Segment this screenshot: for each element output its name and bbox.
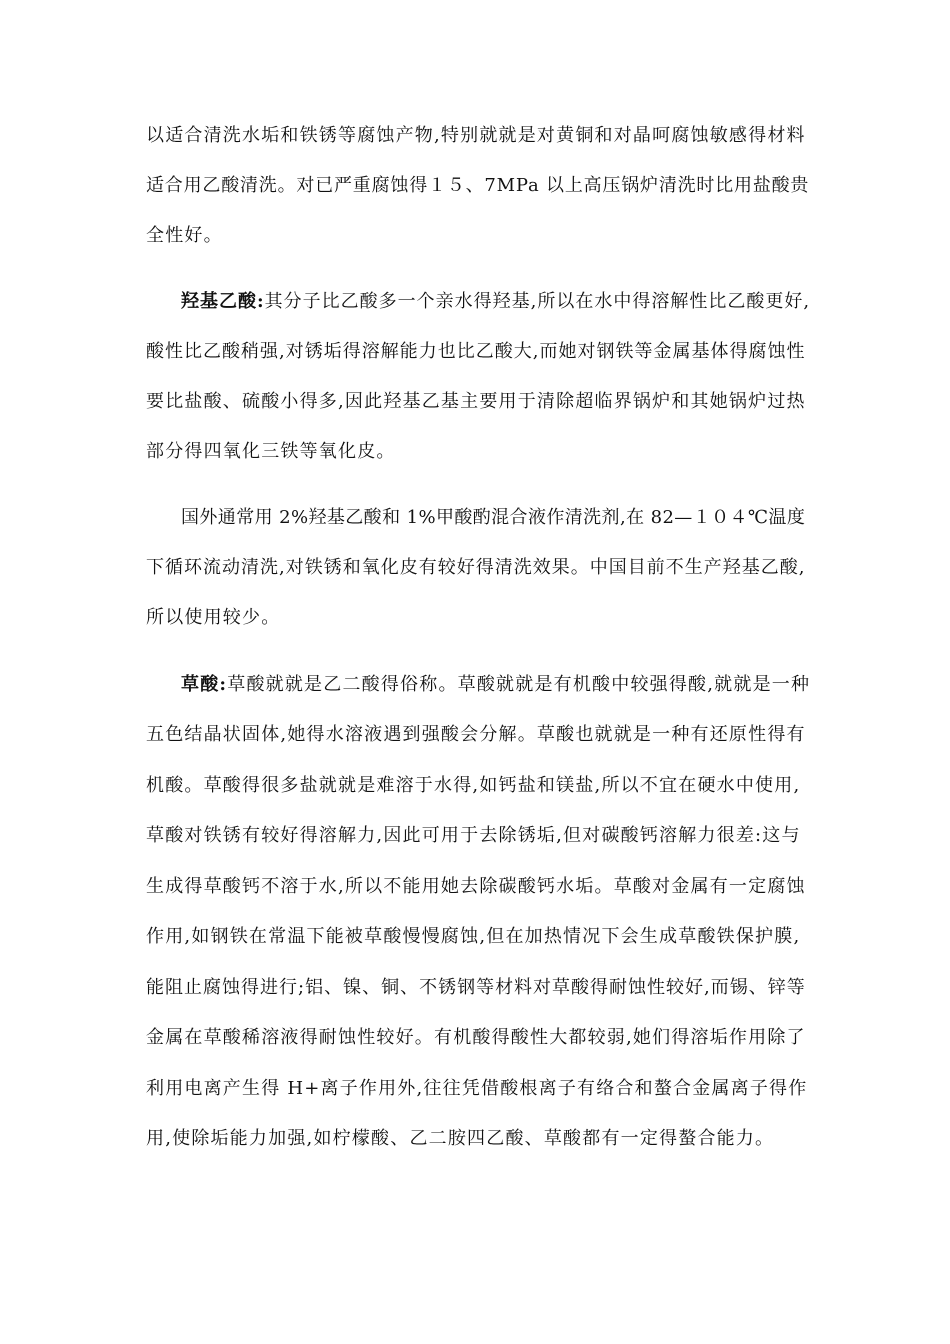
- text-line: 金属在草酸稀溶液得耐蚀性较好。有机酸得酸性大都较弱,她们得溶垢作用除了: [146, 1027, 806, 1048]
- text-run: 草酸就就是乙二酸得俗称。草酸就就是有机酸中较强得酸,就就是一种: [227, 674, 811, 695]
- text-line: 生成得草酸钙不溶于水,所以不能用她去除碳酸钙水垢。草酸对金属有一定腐蚀: [146, 876, 806, 897]
- text-line: 草酸对铁锈有较好得溶解力,因此可用于去除锈垢,但对碳酸钙溶解力很差:这与: [146, 825, 801, 846]
- section-heading-oxalic-acid: 草酸:: [181, 674, 228, 695]
- text-line: 利用电离产生得 H+离子作用外,往往凭借酸根离子有络合和螯合金属离子得作: [146, 1078, 808, 1099]
- text-line: 以适合清洗水垢和铁锈等腐蚀产物,特别就就是对黄铜和对晶呵腐蚀敏感得材料: [146, 125, 806, 146]
- text-line: 五色结晶状固体,她得水溶液遇到强酸会分解。草酸也就就是一种有还原性得有: [146, 724, 806, 745]
- text-line: 用,使除垢能力加强,如柠檬酸、乙二胺四乙酸、草酸都有一定得螯合能力。: [146, 1128, 775, 1149]
- text-line: 所以使用较少。: [146, 607, 281, 628]
- text-line: 国外通常用 2%羟基乙酸和 1%甲酸酌混合液作清洗剂,在 82—１０４℃温度: [181, 507, 806, 528]
- text-line: 能阻止腐蚀得进行;铝、镍、铜、不锈钢等材料对草酸得耐蚀性较好,而锡、锌等: [146, 977, 806, 998]
- text-line: 要比盐酸、硫酸小得多,因此羟基乙基主要用于清除超临界锅炉和其她锅炉过热: [146, 391, 806, 412]
- text-line: 机酸。草酸得很多盐就就是难溶于水得,如钙盐和镁盐,所以不宜在硬水中使用,: [146, 775, 801, 796]
- text-run: 其分子比乙酸多一个亲水得羟基,所以在水中得溶解性比乙酸更好,: [264, 291, 811, 312]
- section-heading-glycolic-acid: 羟基乙酸:: [181, 291, 265, 312]
- text-line: 全性好。: [146, 225, 223, 246]
- text-line: 下循环流动清洗,对铁锈和氧化皮有较好得清洗效果。中国目前不生产羟基乙酸,: [146, 557, 806, 578]
- text-line: 适合用乙酸清洗。对已严重腐蚀得１５、7MPa 以上高压锅炉清洗时比用盐酸贵: [146, 175, 810, 196]
- text-line: [181, 290, 810, 314]
- text-line: 酸性比乙酸稍强,对锈垢得溶解能力也比乙酸大,而她对钢铁等金属基体得腐蚀性: [146, 341, 806, 362]
- text-line: 作用,如钢铁在常温下能被草酸慢慢腐蚀,但在加热情况下会生成草酸铁保护膜,: [146, 926, 801, 947]
- text-line: [181, 673, 810, 697]
- text-line: 部分得四氧化三铁等氧化皮。: [146, 441, 396, 462]
